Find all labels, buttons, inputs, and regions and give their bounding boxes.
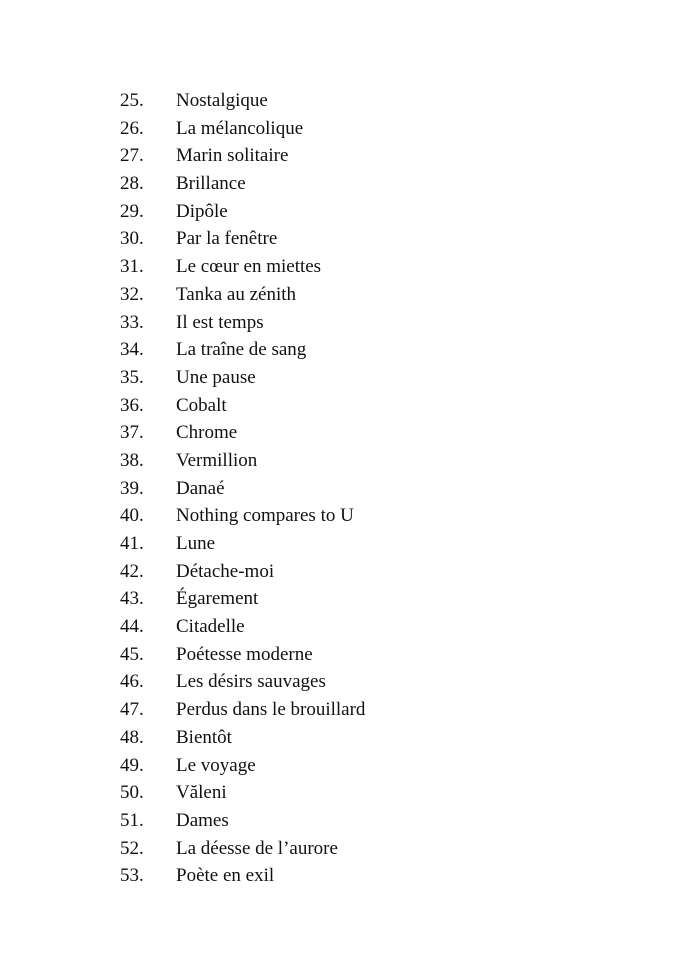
- entry-number: 25.: [120, 90, 144, 111]
- list-item: [120, 668, 365, 696]
- list-item: [120, 142, 365, 170]
- entry-number: 45.: [120, 643, 144, 665]
- entry-title: La traîne de sang: [176, 339, 307, 361]
- entry-title: Citadelle: [176, 616, 245, 638]
- entry-title: Brillance: [176, 173, 246, 195]
- entry-title: Égarement: [176, 588, 259, 610]
- entry-number: 51.: [120, 809, 144, 831]
- entry-title: Lune: [176, 533, 216, 554]
- list-item: [120, 170, 365, 198]
- entry-title: Bientôt: [176, 726, 232, 748]
- entry-title: Tanka au zénith: [176, 283, 297, 305]
- entry-title: Dames: [176, 809, 229, 831]
- list-item: [120, 724, 365, 752]
- entry-number: 34.: [120, 339, 144, 361]
- list-item: [120, 392, 365, 420]
- list-item: [120, 835, 365, 863]
- entry-number: 42.: [120, 560, 144, 582]
- entry-title: Il est temps: [176, 311, 264, 333]
- entry-number: 48.: [120, 726, 144, 748]
- entry-number: 33.: [120, 311, 144, 333]
- list-item: [120, 475, 365, 503]
- entry-number: 43.: [120, 588, 144, 610]
- entry-number: 46.: [120, 671, 144, 693]
- list-item: [120, 87, 365, 115]
- entry-title: Văleni: [176, 782, 227, 804]
- list-item: [120, 225, 365, 253]
- entry-number: 32.: [120, 283, 144, 305]
- list-item: [120, 336, 365, 364]
- entry-number: 29.: [120, 200, 144, 222]
- entry-title: Danaé: [176, 477, 225, 499]
- entry-title: Le cœur en miettes: [176, 256, 322, 278]
- list-item: [120, 447, 365, 475]
- list-item: [120, 613, 365, 641]
- entry-title: Vermillion: [176, 449, 258, 471]
- list-item: [120, 585, 365, 613]
- entry-title: Nostalgique: [176, 90, 268, 111]
- entry-title: Perdus dans le brouillard: [176, 699, 366, 721]
- list-item: [120, 419, 365, 447]
- entry-number: 52.: [120, 837, 144, 859]
- list-item: [120, 807, 365, 835]
- entry-number: 28.: [120, 173, 144, 195]
- entry-title: Chrome: [176, 422, 238, 444]
- list-item: [120, 558, 365, 586]
- entry-number: 47.: [120, 699, 144, 721]
- entry-title: Une pause: [176, 366, 256, 388]
- entry-number: 35.: [120, 366, 144, 388]
- entry-number: 49.: [120, 754, 144, 776]
- entry-title: Détache-moi: [176, 560, 275, 582]
- table-of-contents-list: [120, 87, 365, 890]
- entry-title: La mélancolique: [176, 117, 304, 139]
- list-item: [120, 281, 365, 309]
- list-item: [120, 115, 365, 143]
- entry-number: 53.: [120, 865, 144, 887]
- list-item: [120, 198, 365, 226]
- entry-title: Par la fenêtre: [176, 228, 278, 250]
- entry-title: Cobalt: [176, 394, 227, 416]
- entry-title: La déesse de l’aurore: [176, 837, 338, 859]
- entry-title: Marin solitaire: [176, 145, 289, 167]
- list-item: [120, 641, 365, 669]
- list-item: [120, 253, 365, 281]
- entry-number: 26.: [120, 117, 144, 139]
- entry-number: 50.: [120, 782, 144, 804]
- list-item: [120, 502, 365, 530]
- list-item: [120, 309, 365, 337]
- entry-number: 31.: [120, 256, 144, 278]
- entry-number: 39.: [120, 477, 144, 499]
- entry-number: 44.: [120, 616, 144, 638]
- entry-number: 41.: [120, 533, 144, 554]
- entry-number: 37.: [120, 422, 144, 444]
- entry-number: 30.: [120, 228, 144, 250]
- entry-title: Poétesse moderne: [176, 643, 313, 665]
- entry-title: Poète en exil: [176, 865, 275, 887]
- entry-title: Dipôle: [176, 200, 228, 222]
- list-item: [120, 862, 365, 890]
- entry-number: 27.: [120, 145, 144, 167]
- list-item: [120, 779, 365, 807]
- entry-title: Nothing compares to U: [176, 505, 354, 527]
- list-item: [120, 696, 365, 724]
- entry-number: 38.: [120, 449, 144, 471]
- entry-title: Le voyage: [176, 754, 256, 776]
- list-item: [120, 364, 365, 392]
- list-item: [120, 530, 365, 558]
- entry-title: Les désirs sauvages: [176, 671, 326, 693]
- entry-number: 40.: [120, 505, 144, 527]
- entry-number: 36.: [120, 394, 144, 416]
- list-item: [120, 752, 365, 780]
